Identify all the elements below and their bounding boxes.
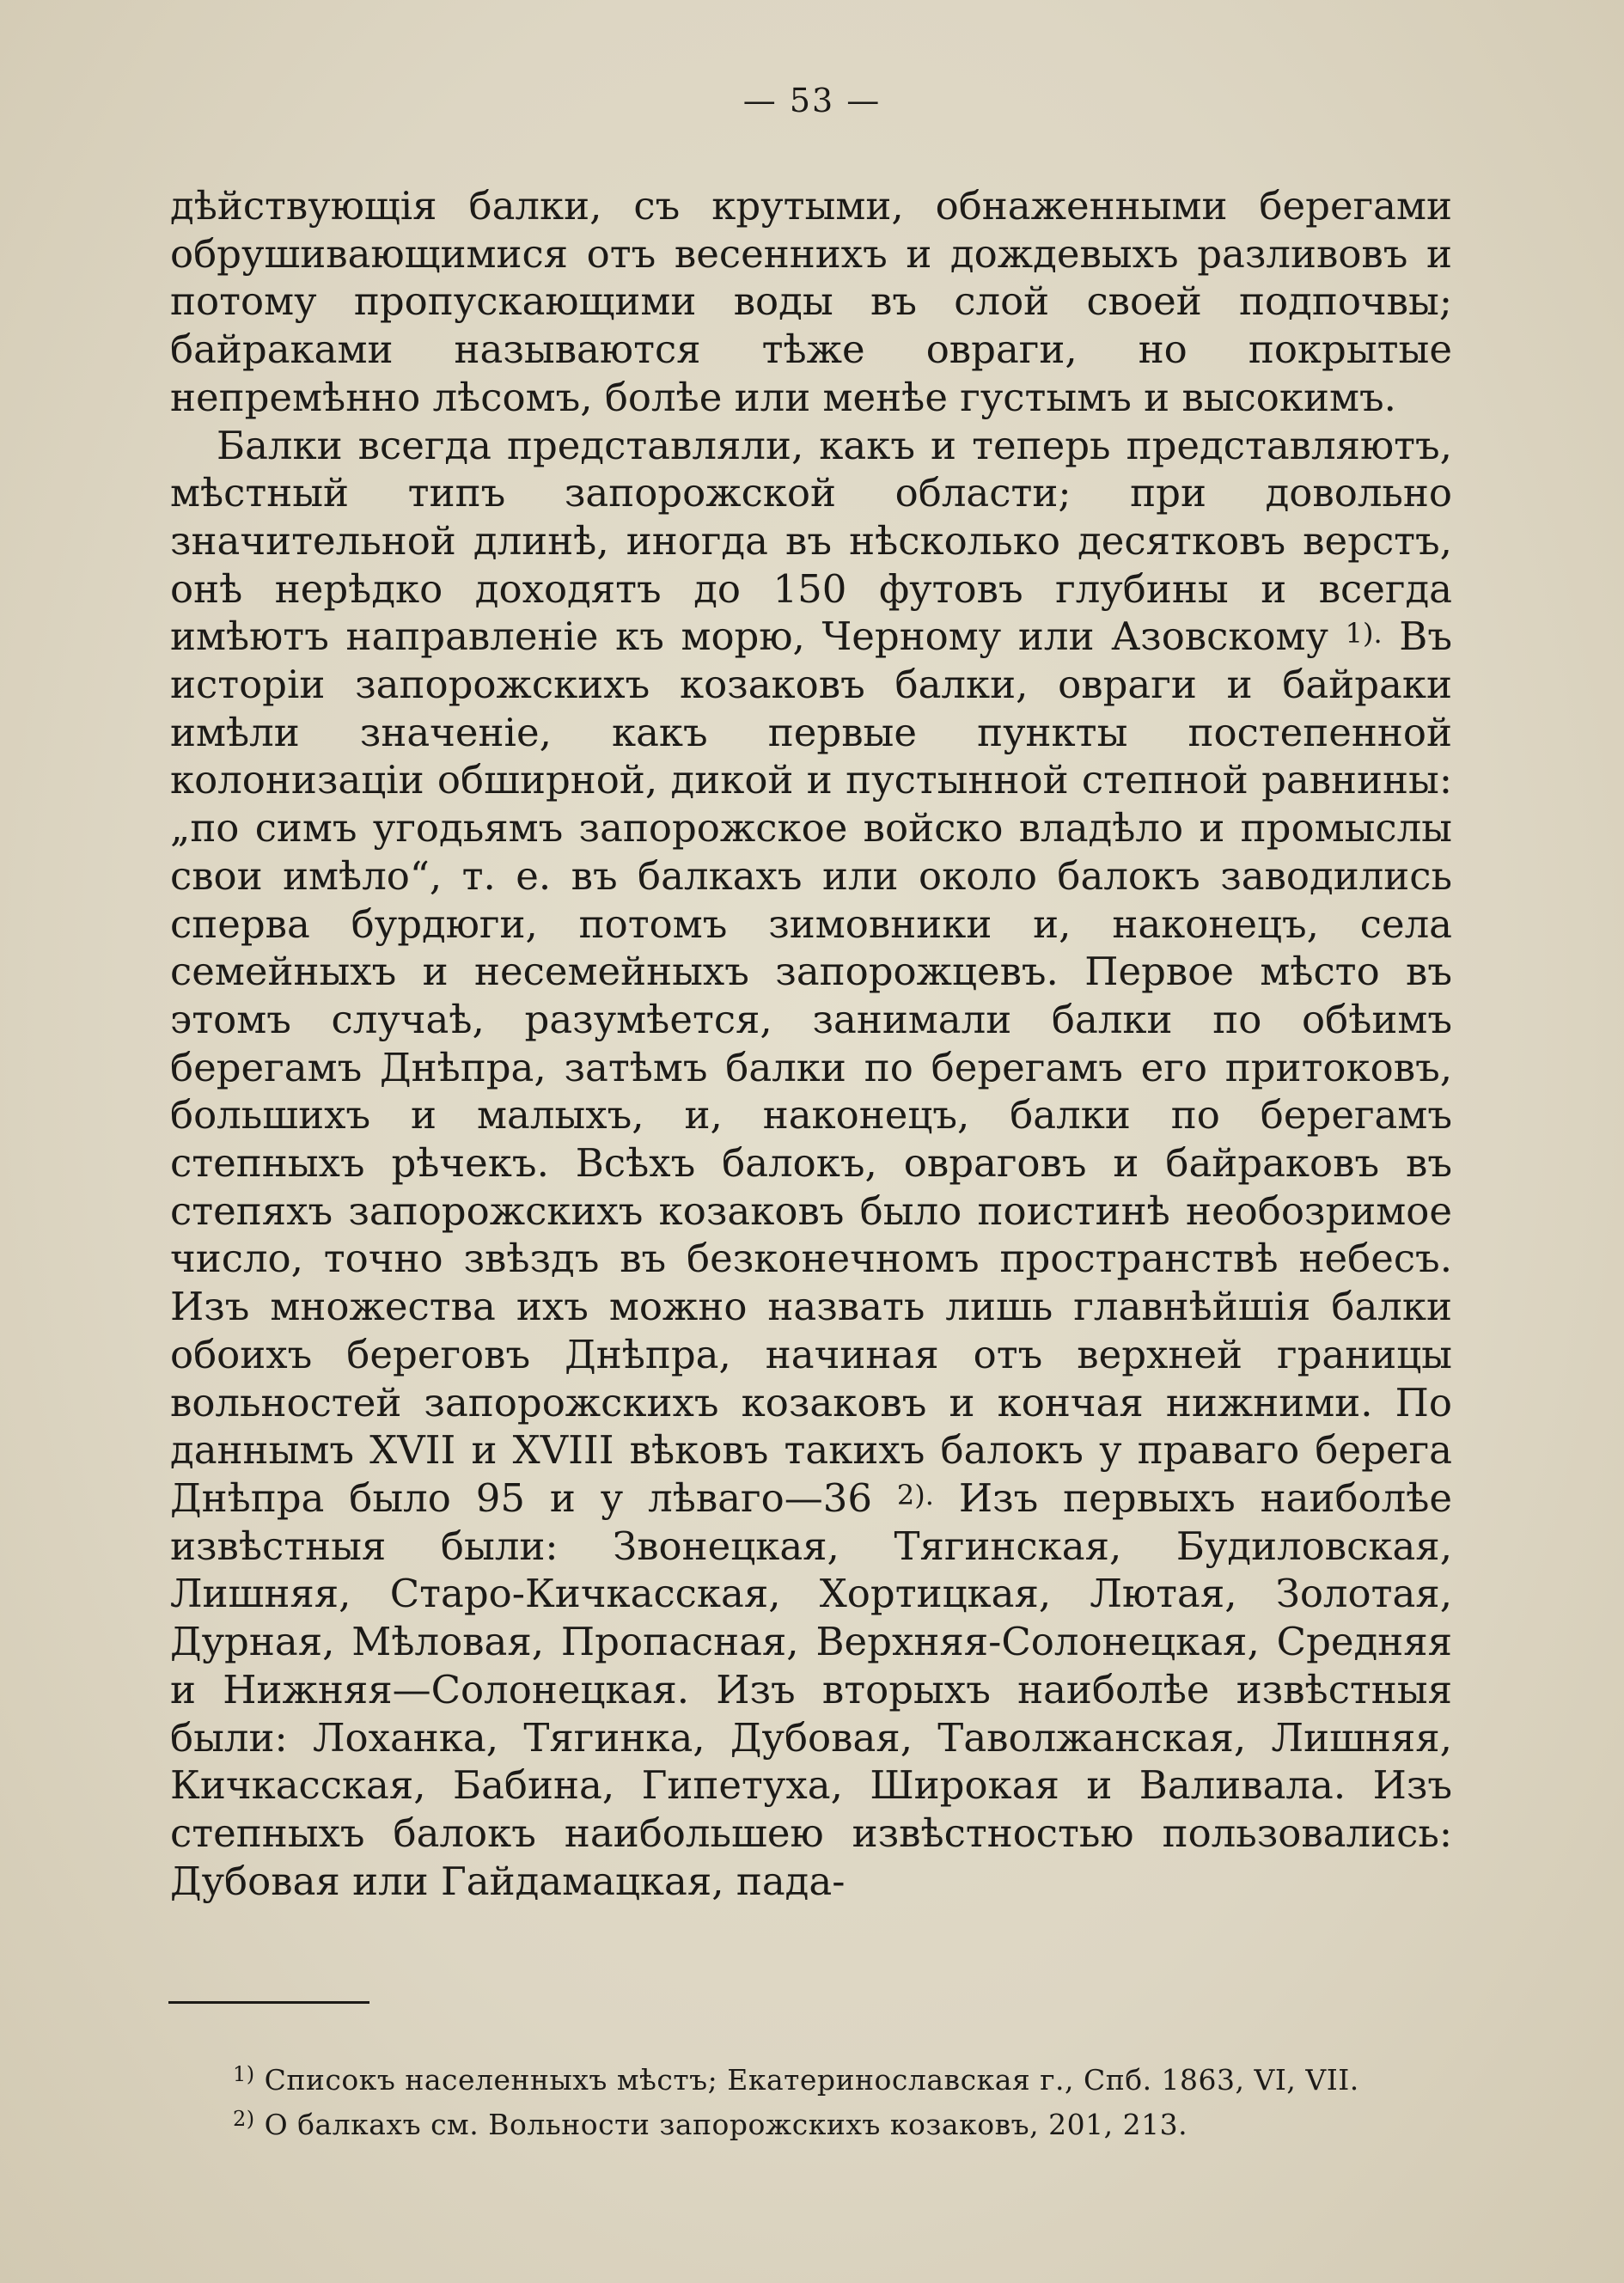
page-number: — 53 — bbox=[742, 82, 882, 119]
footnote-2-text: О балкахъ см. Вольности запорожскихъ козаковъ, 201, 213. bbox=[254, 2108, 1188, 2141]
footnotes bbox=[233, 2058, 1453, 2147]
footnote-separator bbox=[168, 2001, 369, 2004]
paragraph-2-text-part-2: Въ исторіи запорожскихъ козаковъ балки, овраги и байраки имѣли значеніе, какъ первые пункты постепенной колонизаціи обширной, дикой и пустынной степной равнины: „по симъ угодьямъ запорожское войско владѣло и промыслы свои имѣло“, т. е. въ балкахъ или около балокъ заводились сперва бурдюги, потомъ зимовники и, наконецъ, села семейныхъ и несемейныхъ запорожцевъ. Первое мѣсто въ этомъ случаѣ, разумѣется, занимали балки по обѣимъ берегамъ Днѣпра, затѣмъ балки по берегамъ его притоковъ, большихъ и малыхъ, и, наконецъ, балки по берегамъ степныхъ рѣчекъ. Всѣхъ балокъ, овраговъ и байраковъ въ степяхъ запорожскихъ козаковъ было поистинѣ необозримое число, точно звѣздъ въ безконечномъ пространствѣ небесъ. Изъ множества ихъ можно назвать лишь главнѣйшія балки обоихъ береговъ Днѣпра, начиная отъ верхней границы вольностей запорожскихъ козаковъ и кончая нижними. По даннымъ XVII и XVIII вѣковъ такихъ балокъ у праваго берега Днѣпра было 95 и у лѣваго—36 bbox=[170, 613, 1452, 1521]
footnote-2 bbox=[233, 2103, 1453, 2147]
paragraph-1-text: дѣйствующія балки, съ крутыми, обнаженными берегами обрушивающимися отъ весеннихъ и дождевыхъ разливовъ и потому пропускающими воды въ слой своей подпочвы; байраками называются тѣже овраги, но покрытые непремѣнно лѣсомъ, болѣе или менѣе густымъ и высокимъ. bbox=[170, 183, 1452, 420]
main-text bbox=[170, 182, 1452, 1905]
footnote-reference-2: 2). bbox=[896, 1478, 934, 1511]
footnote-1-mark: 1) bbox=[233, 2062, 255, 2086]
paragraph-2-text-part-3: Изъ первыхъ наиболѣе извѣстныя были: Звонецкая, Тягинская, Будиловская, Лишняя, Старо-Кичкасская, Хортицкая, Лютая, Золотая, Дурная, Мѣловая, Пропасная, Верхняя-Солонецкая, Средняя и Нижняя—Солонецкая. Изъ вторыхъ наиболѣе извѣстныя были: Лоханка, Тягинка, Дубовая, Таволжанская, Лишняя, Кичкасская, Бабина, Гипетуха, Широкая и Валивала. Изъ степныхъ балокъ наибольшею извѣстностью пользовались: Дубовая или Гайдамацкая, пада- bbox=[170, 1474, 1452, 1904]
footnote-2-mark: 2) bbox=[233, 2107, 255, 2131]
footnote-reference-1: 1). bbox=[1345, 617, 1383, 650]
footnote-1-text: Списокъ населенныхъ мѣстъ; Екатеринославская г., Спб. 1863, VI, VII. bbox=[254, 2063, 1359, 2097]
paragraph-1 bbox=[170, 182, 1452, 422]
footnote-1 bbox=[233, 2058, 1453, 2103]
paragraph-2-text-part-1: Балки всегда представляли, какъ и теперь представляютъ, мѣстный типъ запорожской области; при довольно значительной длинѣ, иногда въ нѣсколько десятковъ верстъ, онѣ нерѣдко доходятъ до 150 футовъ глубины и всегда имѣютъ направленіе къ морю, Черному или Азовскому bbox=[170, 422, 1452, 660]
paragraph-2 bbox=[170, 422, 1452, 1906]
